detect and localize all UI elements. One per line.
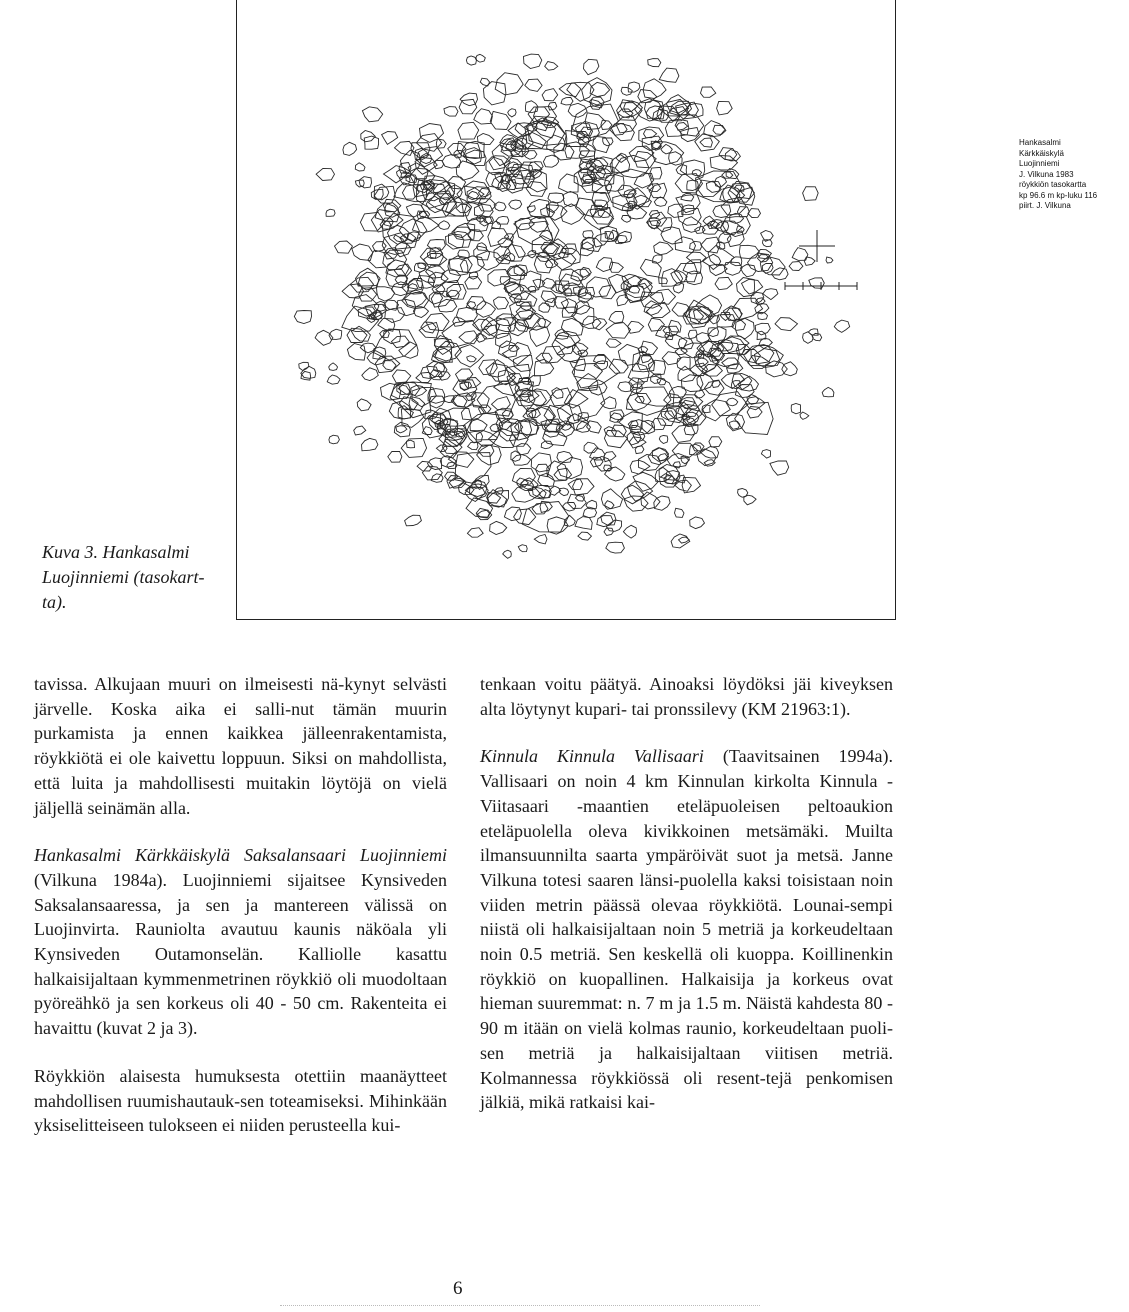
- map-legend: [1019, 138, 1129, 212]
- legend-line: piirt. J. Vilkuna: [1019, 201, 1071, 210]
- right-text-column: [480, 672, 893, 1115]
- legend-line: Kärkkäiskylä: [1019, 148, 1064, 158]
- legend-line: J. Vilkuna 1983: [1019, 169, 1074, 179]
- figure-frame: [236, 0, 1098, 620]
- site-name: Kinnula Kinnula Vallisaari: [480, 746, 704, 767]
- paragraph: tavissa. Alkujaan muuri on ilmeisesti nä-kynyt selvästi järvelle. Koska aika ei salli-nut tämän muurin purkamista ja ennen kaikkea jälleenrakentamista, röykkiötä ei ole kaivettu loppuun. Siksi on mahdollista, että luita ja mahdollisesti muitakin löytöjä on vielä jäljellä seinämän alla.: [34, 674, 447, 818]
- legend-line: kp 96.6 m kp-luku 116: [1019, 190, 1098, 200]
- paragraph-text: (Taavitsainen 1994a). Vallisaari on noin 4 km Kinnulan kirkolta Kinnula - Viitasaari -maantien eteläpuoleisen peltoaukion eteläpuolella oleva kivikkoinen metsämäki. Muilta ilmansuunnilta saarta ympäröivät suot ja metsä. Janne Vilkuna totesi saaren länsi-puolella kaksi toisistaan noin viiden metrin päässä olevaa röykkiötä. Lounai-sempi niistä oli halkaisijaltaan noin 5 metriä ja korkeudeltaan noin 0.5 metriä. Sen keskellä oli kuoppa. Koillinenkin röykkiö on kuopallinen. Halkaisija ja korkeus ovat hieman suuremmat: n. 7 m ja 1.5 m. Näistä kahdesta 80 - 90 m itään on vielä kolmas raunio, korkeudeltaan puoli-sen metriä ja halkaisijaltaan viitisen metriä. Kolmannessa röykkiössä oli resent-tejä penkomisen jälkiä, mikä ratkaisi kai-: [480, 746, 893, 1113]
- paragraph: [34, 843, 447, 1041]
- caption-line: Kuva 3. Hankasalmi: [42, 542, 190, 562]
- legend-line: röykkiön tasokartta: [1019, 180, 1087, 189]
- footer-rule: [280, 1305, 760, 1306]
- caption-line: ta).: [42, 592, 67, 612]
- figure-caption: [42, 540, 222, 615]
- paragraph-text: (Vilkuna 1984a). Luojinniemi sijaitsee Kynsiveden Saksalansaaressa, ja sen ja mantereen välissä on Luojinvirta. Rauniolta avautuu kaunis näköala yli Kynsiveden Outamonselän. Kalliolle kasattu halkaisijaltaan kymmenmetrinen röykkiö oli muodoltaan pyöreähkö ja sen korkeus oli 40 - 50 cm. Rakenteita ei havaittu (kuvat 2 ja 3).: [34, 869, 447, 1039]
- legend-line: Hankasalmi: [1019, 138, 1061, 147]
- cairn-plan-drawing: [237, 0, 897, 620]
- paragraph: Röykkiön alaisesta humuksesta otettiin maanäytteet mahdollisen ruumishautauk-sen toteamiseksi. Mihinkään yksiselitteiseen tulokseen ei niiden perusteella kui-: [34, 1065, 447, 1136]
- page-number: 6: [453, 1278, 463, 1299]
- paragraph: [480, 744, 893, 1115]
- left-text-column: [34, 672, 447, 1138]
- legend-line: Luojinniemi: [1019, 159, 1060, 168]
- caption-line: Luojinniemi (tasokart-: [42, 567, 205, 587]
- paragraph: tenkaan voitu päätyä. Ainoaksi löydöksi jäi kiveyksen alta löytynyt kupari- tai pronssilevy (KM 21963:1).: [480, 674, 893, 719]
- site-name: Hankasalmi Kärkkäiskylä Saksalansaari Luojinniemi: [34, 845, 447, 866]
